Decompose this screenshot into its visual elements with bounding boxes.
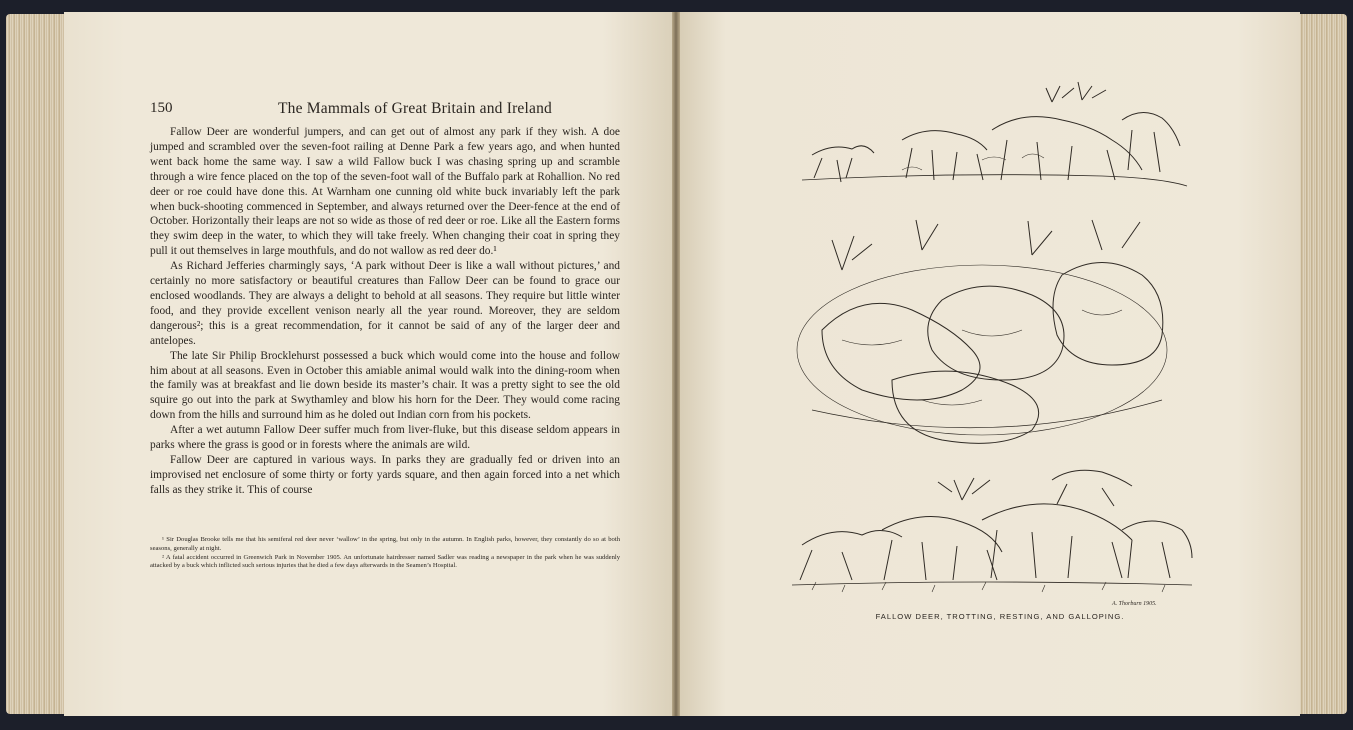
- footnote: ¹ Sir Douglas Brooke tells me that his semiferal red deer never ‘wallow’ in the spring, but only in the autumn. In English parks, however, they constantly do so at both seasons, generally at night.: [150, 536, 620, 552]
- page-header: [150, 100, 620, 120]
- paragraph: As Richard Jefferies charmingly says, ‘A park without Deer is like a wall without pictures,’ and certainly no more satisfactory or beautiful creatures than Fallow Deer can be found to grace our enclosed woodlands. They are always a delight to behold at all seasons. They require but little winter food, and they provide excellent venison nearly all the year round. Moreover, they are seldom dangerous²; this is a great recommendation, for it cannot be said of any of the larger deer and antelopes.: [150, 260, 620, 347]
- plate-caption: FALLOW DEER, TROTTING, RESTING, AND GALLOPING.: [875, 612, 1125, 621]
- paragraph: After a wet autumn Fallow Deer suffer much from liver-fluke, but this disease seldom appears in parks where the grass is good or in forests where the animals are wild.: [150, 424, 620, 452]
- trotting-deer-scene: [802, 82, 1187, 186]
- left-page-edges: [6, 14, 66, 714]
- running-head: The Mammals of Great Britain and Ireland: [278, 100, 552, 117]
- paragraph: Fallow Deer are captured in various ways. In parks they are gradually fed or driven into an improvised net enclosure of some thirty or forty yards square, and then again forced into a net which falls as they strike it. This of course: [150, 453, 620, 496]
- galloping-deer-scene: [792, 470, 1192, 592]
- paragraph: The late Sir Philip Brocklehurst possessed a buck which would come into the house and follow him about at all seasons. Even in October this amiable animal would walk into the dining-room when the family was at breakfast and lie down beside its master’s chair. It was a pretty sight to see the old squire go out into the park at Swythamley and blow his horn for the Deer. They would come racing down from the hills and surround him as he doled out Indian corn from his pockets.: [150, 349, 620, 422]
- resting-deer-scene: [797, 220, 1167, 443]
- footnotes: [150, 536, 620, 571]
- book-gutter: [672, 12, 680, 716]
- artist-signature: A. Thorburn 1905.: [1112, 601, 1157, 607]
- footnote: ² A fatal accident occurred in Greenwich Park in November 1905. An unfortunate hairdresser named Sadler was reading a newspaper in the park when he was suddenly attacked by a buck which inflicted such serious injuries that he died a few days afterwards in the Seamen’s Hospital.: [150, 553, 620, 570]
- body-text: [150, 125, 620, 498]
- paragraph: Fallow Deer are wonderful jumpers, and can get out of almost any park if they wish. A doe jumped and scrambled over the seven-foot railing at Denne Park a few years ago, and when hunted went back home the same way. I saw a wild Fallow buck I was chasing spring up and scramble through a wire fence placed on the top of the seven-foot wall of the Buffalo park at Rohallion. No red deer or roe could have done this. At Warnham one cunning old white buck invariably left the park when buck-shooting commenced in September, and always returned over the Deer-fence at the end of October. Horizontally their leaps are not so wide as those of red deer or roe. Like all the Eastern forms they swim deep in the water, to which they will take freely. When changing their coat in spring they pull it out themselves in large mouthfuls, and do not wallow as red deer do.¹: [150, 126, 620, 258]
- right-page-edges: [1295, 14, 1347, 714]
- page-number: 150: [150, 100, 173, 116]
- deer-engraving-plate: [782, 80, 1202, 620]
